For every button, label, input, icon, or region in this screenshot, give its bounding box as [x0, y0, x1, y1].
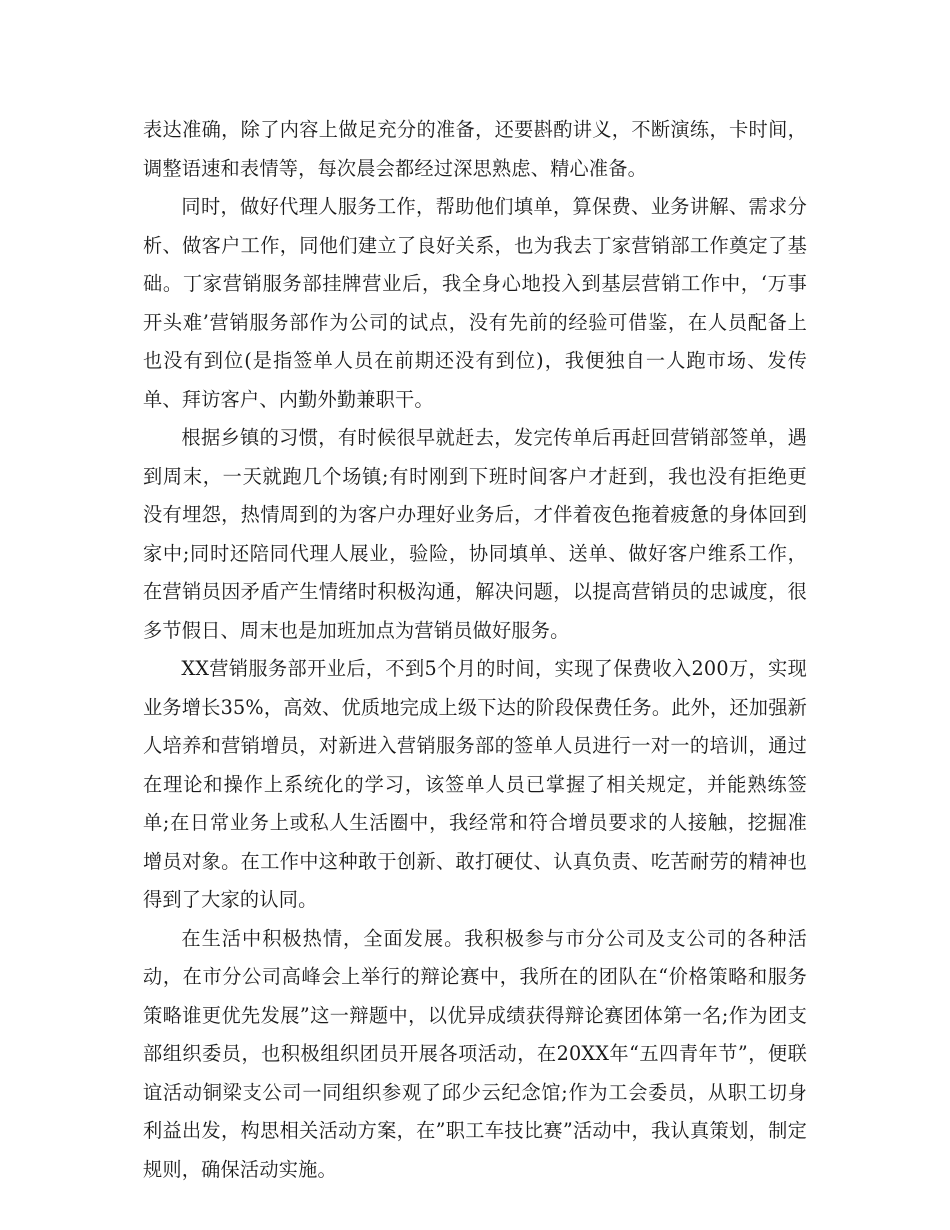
- document-body: [143, 111, 807, 1189]
- paragraph-3: 根据乡镇的习惯，有时候很早就赶去，发完传单后再赶回营销部签单，遇到周末，一天就跑几个场镇;有时刚到下班时间客户才赶到，我也没有拒绝更没有埋怨，热情周到的为客户办理好业务后，才伴着夜色拖着疲惫的身体回到家中;同时还陪同代理人展业，验险，协同填单、送单、做好客户维系工作，在营销员因矛盾产生情绪时积极沟通，解决问题，以提高营销员的忠诚度，很多节假日、周末也是加班加点为营销员做好服务。: [143, 426, 807, 642]
- paragraph-2: 同时，做好代理人服务工作，帮助他们填单，算保费、业务讲解、需求分析、做客户工作，同他们建立了良好关系，也为我去丁家营销部工作奠定了基础。丁家营销服务部挂牌营业后，我全身心地投入到基层营销工作中，‘万事开头难’营销服务部作为公司的试点，没有先前的经验可借鉴，在人员配备上也没有到位(是指签单人员在前期还没有到位)，我便独自一人跑市场、发传单、拜访客户、内勤外勤兼职干。: [143, 195, 807, 411]
- paragraph-1: 表达准确，除了内容上做足充分的准备，还要斟酌讲义，不断演练，卡时间，调整语速和表情等，每次晨会都经过深思熟虑、精心准备。: [143, 118, 807, 180]
- paragraph-4: XX营销服务部开业后，不到5个月的时间，实现了保费收入200万，实现业务增长35%，高效、优质地完成上级下达的阶段保费任务。此外，还加强新人培养和营销增员，对新进入营销服务部的签单人员进行一对一的培训，通过在理论和操作上系统化的学习，该签单人员已掌握了相关规定，并能熟练签单;在日常业务上或私人生活圈中，我经常和符合增员要求的人接触，挖掘准增员对象。在工作中这种敢于创新、敢打硬仗、认真负责、吃苦耐劳的精神也得到了大家的认同。: [143, 657, 807, 911]
- paragraph-5: 在生活中积极热情，全面发展。我积极参与市分公司及支公司的各种活动，在市分公司高峰会上举行的辩论赛中，我所在的团队在“价格策略和服务策略谁更优先发展”这一辩题中，以优异成绩获得辩论赛团体第一名;作为团支部组织委员，也积极组织团员开展各项活动，在20XX年“五四青年节”，便联谊活动铜梁支公司一同组织参观了邱少云纪念馆;作为工会委员，从职工切身利益出发，构思相关活动方案，在”职工车技比赛”活动中，我认真策划，制定规则，确保活动实施。: [143, 926, 807, 1181]
